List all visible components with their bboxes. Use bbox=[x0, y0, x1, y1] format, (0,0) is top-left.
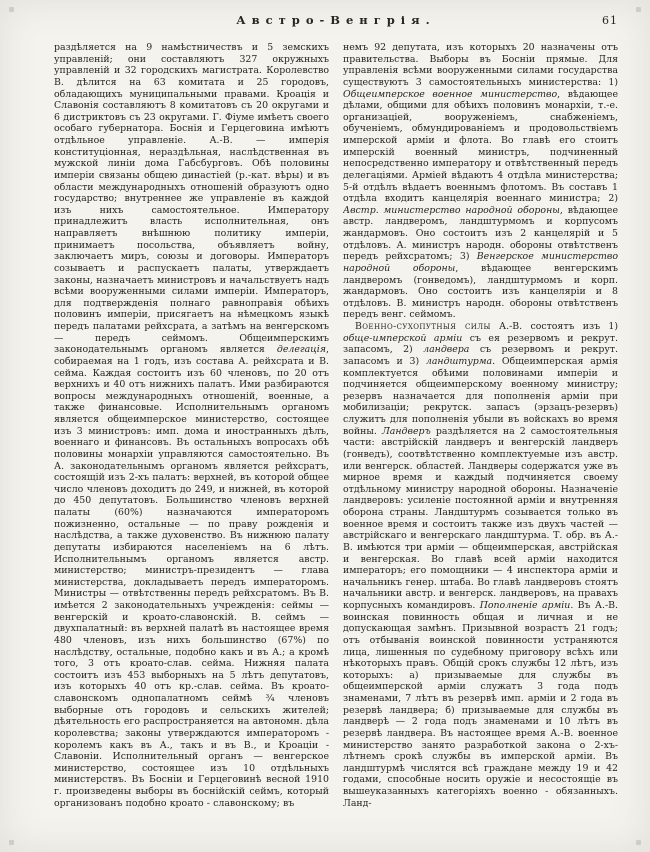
text-run: Общеимперское военное министерство bbox=[343, 88, 558, 100]
text-run: ландвера bbox=[423, 344, 470, 356]
page-number: 61 bbox=[602, 14, 618, 27]
page-header bbox=[54, 13, 618, 31]
text-columns bbox=[54, 42, 618, 846]
text-run: Военно-сухопутныя силы bbox=[355, 321, 491, 332]
paragraph bbox=[343, 321, 618, 809]
running-title: Австро-Венгрія. bbox=[236, 13, 436, 27]
text-run: обще-имперской арміи bbox=[343, 332, 463, 344]
text-run: Ландверъ bbox=[381, 425, 431, 437]
scan-corner-mark bbox=[9, 840, 14, 845]
paragraph bbox=[54, 42, 329, 809]
text-run: , собираемая на 1 годъ, изъ состава А. рейхсрата и В. сейма. Каждая состоитъ изъ 60 членовъ, по 20 отъ верхнихъ и 40 отъ нижнихъ палатъ. Ими разбираются вопросы международныхъ отношеній, военные, а также финансовые. Исполнительнымъ органомъ является общеимперское министерство, состоящее изъ 3 министровъ: имп. дома и иностранныхъ дѣлъ, военнаго и финансовъ. Въ остальныхъ вопросахъ обѣ половины монархіи управляются самостоятельно. Въ А. законодательнымъ органомъ является рейхсратъ, состоящій изъ 2-хъ палатъ: верхней, въ которой общее число членовъ доходитъ до 249, и нижней, въ которой до 450 депутатовъ. Большинство членовъ верхней палаты (60%) назначаются императоромъ пожизненно, остальные — по праву рожденія и наслѣдства, а также духовенство. Въ нижнюю палату депутаты избираются населеніемъ на 6 лѣтъ. Исполнительнымъ органомъ является австр. министерство; министръ-президентъ — глава министерства, докладываетъ передъ императоромъ. Министры — отвѣтственны передъ рейхсратомъ. Въ В. имѣется 2 законодательныхъ учрежденія: сеймы — венгерскій и кроато-славонскій. В. сеймъ — двухпалатный: въ верхней палатѣ въ настоящее время 480 членовъ, изъ нихъ большинство (67%) по наслѣдству, остальные, подобно какъ и въ А.; а кромѣ того, 3 отъ кроато-слав. сейма. Нижняя палата состоитъ изъ 453 выборныхъ на 5 лѣтъ депутатовъ, изъ которыхъ 40 отъ кр.-слав. сейма. Въ кроато-славонскомъ однопалатномъ сеймѣ ¾ членовъ выборные отъ городовъ и сельскихъ жителей; дѣятельность его распространяется на автономн. дѣла королевства; законы утверждаются императоромъ - королемъ какъ въ А., такъ и въ В., и Кроаціи - Славоніи. Исполнительный органъ — венгерское министерство, состоящее изъ 10 отдѣльныхъ министерствъ. Въ Босніи и Герцеговинѣ весной 1910 г. произведены выборы въ боснійскій сеймъ, который организованъ подобно кроато - славонскому; въ bbox=[54, 344, 329, 809]
paragraph bbox=[343, 42, 618, 321]
text-run: раздѣляется на 2 самостоятельныя части: австрійскій ландверъ и венгерскій ландверъ (гонведъ), соотвѣтственно комплектуемые изъ австр. или венгерск. областей. Ландверы содержатся уже въ мирное время и каждый подчиняется своему отдѣльному министру народной обороны. Назначеніе ландверовъ: усиленіе постоянной арміи и внутренняя оборона страны. Ландштурмъ созывается только въ военное время и состоитъ также изъ двухъ частей — австрійскаго и венгерскаго ландштурма. Т. обр. въ А.-В. имѣются три арміи — общеимперская, австрійская и венгерская. Во главѣ всей арміи находится императоръ; его помощники — 4 инспектора арміи и начальникъ генер. штаба. Во главѣ ландверовъ стоятъ начальники австр. и венгерск. ландверовъ, на правахъ корпусныхъ командировъ. bbox=[343, 425, 618, 611]
text-run: . Общеимперская армія комплектуется обѣими половинами имперіи и подчиняется общеимперскому военному министру; резервъ назначается для пополненія арміи при мобилизаціи; рекрутск. запасъ (эрзацъ-резервъ) служитъ для пополненія убыли въ войскахъ во время войны. bbox=[343, 355, 618, 437]
left-column bbox=[54, 42, 329, 846]
text-run: съ резервомъ и рекрут. запасомъ и 3) bbox=[343, 344, 618, 367]
text-run: , вѣдающее дѣлами, общими для обѣихъ половинъ монархіи, т.-е. организаціей, вооруженіемъ, снабженіемъ, обученіемъ, обмундированіемъ и продовольствіемъ имперской арміи и флота. Во главѣ его стоитъ имперскій военный министръ, подчиненный непосредственно императору и отвѣтственный передъ делегаціями. Арміей вѣдаютъ 4 отдѣла министерства; 5-й отдѣлъ вѣдаетъ военнымъ флотомъ. Въ составъ 1 отдѣла входитъ канцелярія военнаго министра; 2) bbox=[343, 88, 618, 205]
right-column bbox=[343, 42, 618, 846]
text-run: ландштурма bbox=[425, 355, 493, 367]
text-run: , вѣдающее венгерскимъ ландверомъ (гонведомъ), ландштурмомъ и корп. жандармовъ. Оно состоитъ изъ канцеляріи и 8 отдѣловъ. В. министръ народн. обороны отвѣтственъ передъ венг. сеймомъ. bbox=[343, 262, 618, 321]
text-run: Венгерское министерство народной обороны bbox=[343, 251, 618, 274]
text-run: Въ А.-В. воинская повинность общая и личная и не допускающая замѣнъ. Призывной возрастъ 21 годъ; отъ отбыванія воинской повинности устраняются лица, лишенныя по судебному приговору всѣхъ или нѣкоторыхъ правъ. Общій срокъ службы 12 лѣтъ, изъ которыхъ: а) призываемые для службы въ общеимперской арміи служатъ 3 года подъ знаменами, 7 лѣтъ въ резервѣ имп. арміи и 2 года въ резервѣ ландвера; б) призываемые для службы въ ландверѣ — 2 года подъ знаменами и 10 лѣтъ въ резервѣ ландвера. Въ настоящее время А.-В. военное министерство занято разработкой закона о 2-хъ-лѣтнемъ срокѣ службы въ имперской арміи. Въ ландштурмѣ числятся всѣ граждане между 19 и 42 годами, способные носить оружіе и несостоящіе въ вышеуказанныхъ категоріяхъ военно - обязанныхъ. Ланд- bbox=[343, 600, 618, 809]
text-run: съ ея резервомъ и рекрут. запасомъ, 2) bbox=[343, 332, 618, 356]
text-run: делегація bbox=[276, 344, 327, 356]
text-run: немъ 92 депутата, изъ которыхъ 20 назначены отъ правительства. Выборы въ Босніи прямые. Для управленія всѣми вооруженными силами государства существуютъ 3 самостоятельныхъ министерства: 1) bbox=[343, 42, 618, 88]
text-run: раздѣляется на 9 намѣстничествъ и 5 земскихъ управленій; они составляютъ 327 окружныхъ управленій и 32 городскихъ магистрата. Королевство В. дѣлится на 63 комитата и 25 городовъ, обладающихъ муниципальными правами. Кроація и Славонія составляютъ 8 комитатовъ съ 20 округами и 6 дистриктовъ съ 23 округами. Г. Фіуме имѣетъ своего особаго губернатора. Боснія и Герцеговина имѣютъ отдѣльное управленіе. А.-В. — имперія конституціонная, нераздѣльная, наслѣдственная въ мужской линіи дома Габсбурговъ. Обѣ половины имперіи связаны общею династіей (р.-кат. вѣры) и въ области международныхъ отношеній образуютъ одно государство; внутреннее же управленіе въ каждой изъ нихъ самостоятельное. Императору принадлежитъ власть исполнительная, онъ направляетъ внѣшнюю политику имперіи, принимаетъ посольства, объявляетъ войну, заключаетъ миръ, союзы и договоры. Императоръ созываетъ и распускаетъ палаты, утверждаетъ законы, назначаетъ министровъ и начальствуетъ надъ всѣми вооруженными силами имперіи. Императоръ, для подтвержденія полнаго равноправія обѣихъ половинъ имперіи, присягаетъ на нѣмецкомъ языкѣ передъ палатами рейхсрата, а затѣмъ на венгерскомъ — передъ сеймомъ. Общеимперскимъ законодательнымъ органомъ является bbox=[54, 42, 329, 356]
text-run: Пополненіе арміи. bbox=[479, 600, 574, 611]
scan-corner-mark bbox=[9, 7, 14, 12]
scan-corner-mark bbox=[636, 840, 641, 845]
text-run: А.-В. состоятъ изъ 1) bbox=[490, 321, 618, 332]
scan-corner-mark bbox=[636, 7, 641, 12]
text-run: Австр. министерство народной обороны bbox=[343, 204, 560, 216]
text-run: , вѣдающее австр. ландверомъ, ландштурмомъ и корпусомъ жандармовъ. Оно состоитъ изъ 2 канцелярій и 5 отдѣловъ. А. министръ народн. обороны отвѣтственъ передъ рейхсратомъ; 3) bbox=[343, 204, 618, 263]
